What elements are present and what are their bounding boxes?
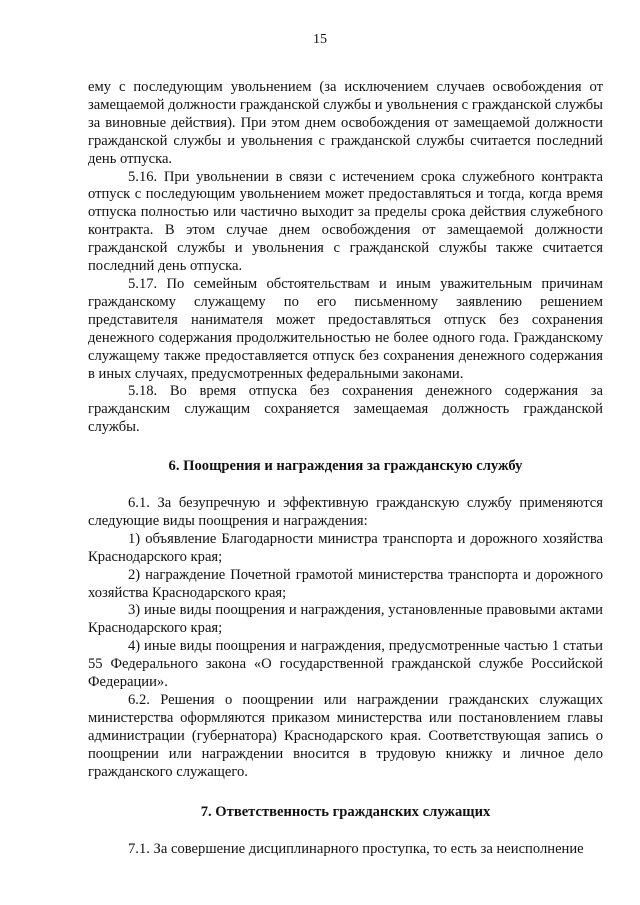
paragraph-5-16: 5.16. При увольнении в связи с истечением срока служебного контракта отпуск с последующим увольнением может предоставляться и тогда, когда время отпуска полностью или частично выходит за пределы срока действия служебного контракта. В этом случае днем освобождения от замещаемой должности гражданской службы и увольнения с гражданской службы также считается последний день отпуска. [88, 168, 603, 275]
section-7-heading: 7. Ответственность гражданских служащих [200, 803, 491, 820]
document-body [88, 79, 603, 859]
section-6-heading: 6. Поощрения и награждения за гражданскую службу [168, 458, 523, 475]
paragraph-7-1: 7.1. За совершение дисциплинарного проступка, то есть за неисполнение [128, 841, 584, 858]
paragraph-5-18: 5.18. Во время отпуска без сохранения денежного содержания за гражданским служащим сохраняется замещаемая должность гражданской службы. [88, 383, 603, 436]
paragraph-6-2: 6.2. Решения о поощрении или награждении гражданских служащих министерства оформляются приказом министерства или постановлением главы администрации (губернатора) Краснодарского края. Соответствующая запись о поощрении или награждении вносится в трудовую книжку и личное дело гражданского служащего. [88, 692, 603, 780]
paragraph-5-17: 5.17. По семейным обстоятельствам и иным уважительным причинам гражданскому служащему по его письменному заявлению решением представителя нанимателя может предоставляться отпуск без сохранения денежного содержания продолжительностью не более одного года. Гражданскому служащему также предоставляется отпуск без сохранения денежного содержания в иных случаях, предусмотренных федеральными законами. [88, 275, 603, 382]
page-number: 15 [313, 32, 327, 47]
list-item-6-1-4: 4) иные виды поощрения и награждения, предусмотренные частью 1 статьи 55 Федерального закона «О государственной гражданской службе Российской Федерации». [88, 638, 603, 691]
list-item-6-1-1: 1) объявление Благодарности министра транспорта и дорожного хозяйства Краснодарского края; [88, 530, 603, 565]
paragraph-continued: ему с последующим увольнением (за исключением случаев освобождения от замещаемой должности гражданской службы и увольнения с гражданской службы за виновные действия). При этом днем освобождения от замещаемой должности гражданской службы и увольнения с гражданской службы считается последний день отпуска. [88, 79, 603, 167]
list-item-6-1-2: 2) награждение Почетной грамотой министерства транспорта и дорожного хозяйства Краснодарского края; [88, 566, 603, 601]
paragraph-6-1: 6.1. За безупречную и эффективную гражданскую службу применяются следующие виды поощрения и награждения: [88, 495, 603, 529]
list-item-6-1-3: 3) иные виды поощрения и награждения, установленные правовыми актами Краснодарского края; [88, 602, 603, 637]
